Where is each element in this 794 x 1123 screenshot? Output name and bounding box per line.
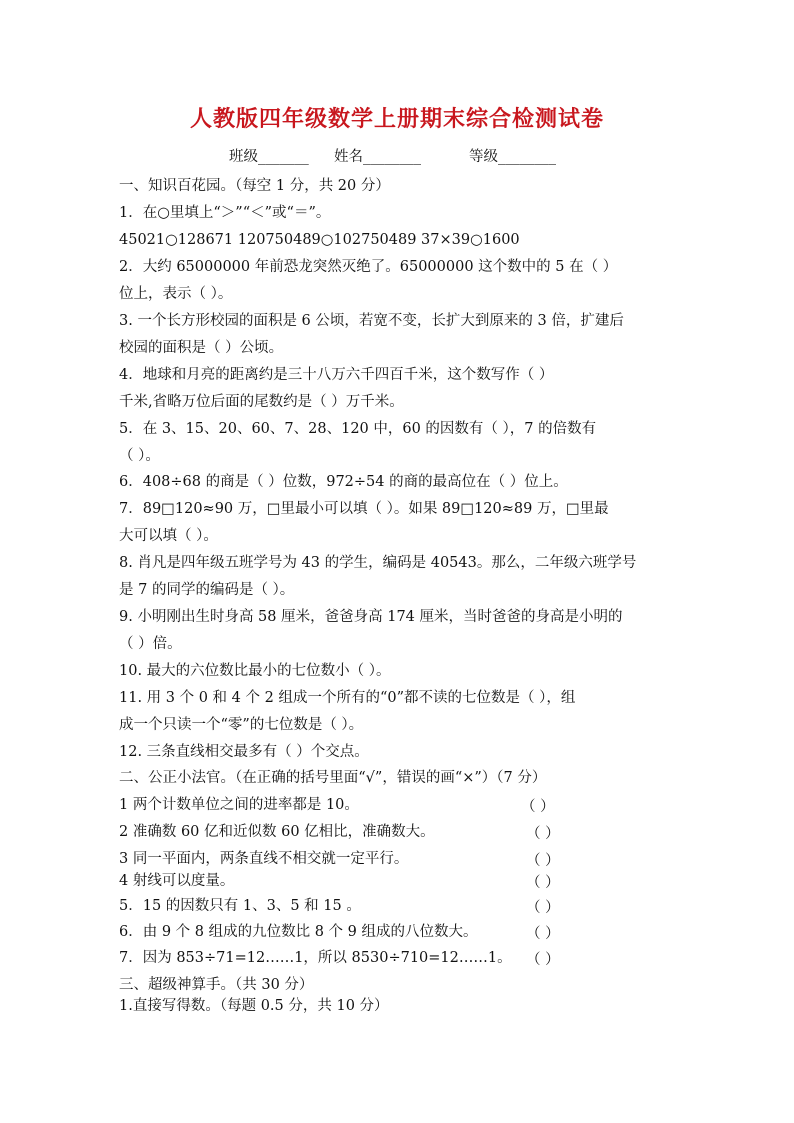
answer-bracket: （ ）	[526, 952, 560, 968]
section1-heading: 一、知识百花园。（每空 1 分，共 20 分）	[119, 178, 390, 194]
answer-bracket: （ ）	[526, 926, 560, 942]
question-line: 4．地球和月亮的距离约是三十八万六千四百千米，这个数写作（ ）	[119, 367, 554, 383]
section3-subheading: 1.直接写得数。（每题 0.5 分，共 10 分）	[119, 998, 389, 1014]
question-line: 45021○128671 120750489○102750489 37×39○1600	[119, 232, 520, 248]
judgement-item: 3 同一平面内，两条直线不相交就一定平行。	[119, 851, 409, 867]
question-line: 10. 最大的六位数比最小的七位数小（ ）。	[119, 663, 391, 679]
answer-bracket: （ ）	[526, 875, 560, 891]
question-line: 千米,省略万位后面的尾数约是（ ）万千米。	[119, 394, 404, 410]
question-line: 位上，表示（ ）。	[119, 286, 233, 302]
judgement-item: 7．因为 853÷71=12……1，所以 8530÷710=12……1。	[119, 950, 512, 966]
judgement-item: 4 射线可以度量。	[119, 873, 235, 889]
question-line: 12. 三条直线相交最多有（ ）个交点。	[119, 744, 369, 760]
question-line: 2．大约 65000000 年前恐龙突然灭绝了。65000000 这个数中的 5 在（ ）	[119, 259, 618, 275]
question-line: 5．在 3、15、20、60、7、28、120 中，60 的因数有（ ），7 的倍数有	[119, 421, 597, 437]
question-line: 11. 用 3 个 0 和 4 个 2 组成一个所有的“0”都不读的七位数是（ ），组	[119, 690, 576, 706]
answer-bracket: （ ）	[526, 900, 560, 916]
question-line: 成一个只读一个“零”的七位数是（ ）。	[119, 717, 364, 733]
question-line: 校园的面积是（ ）公顷。	[119, 340, 284, 356]
judgement-item: 5．15 的因数只有 1、3、5 和 15 。	[119, 898, 361, 914]
question-line: 大可以填（ ）。	[119, 528, 218, 544]
answer-bracket: （ ）	[526, 853, 560, 869]
answer-bracket: （ ）	[521, 799, 555, 815]
answer-bracket: （ ）	[526, 826, 560, 842]
question-line: 3. 一个长方形校园的面积是 6 公顷，若宽不变，长扩大到原来的 3 倍，扩建后	[119, 313, 624, 329]
name-field: 姓名________	[334, 149, 421, 165]
question-line: （ ）倍。	[119, 636, 182, 652]
judgement-item: 1 两个计数单位之间的进率都是 10。	[119, 797, 359, 813]
question-line: 1．在○里填上“＞”“＜”或“＝”。	[119, 205, 331, 221]
judgement-item: 2 准确数 60 亿和近似数 60 亿相比，准确数大。	[119, 824, 435, 840]
section2-heading: 二、公正小法官。（在正确的括号里面“√”，错误的画“×”）（7 分）	[119, 770, 547, 786]
grade-field: 等级________	[469, 149, 556, 165]
page-title: 人教版四年级数学上册期末综合检测试卷	[189, 107, 604, 132]
question-line: （ ）。	[119, 448, 160, 464]
question-line: 6．408÷68 的商是（ ）位数，972÷54 的商的最高位在（ ）位上。	[119, 474, 568, 490]
question-line: 是 7 的同学的编码是（ ）。	[119, 582, 295, 598]
class-field: 班级_______	[229, 149, 309, 165]
section3-heading: 三、超级神算手。（共 30 分）	[119, 977, 314, 993]
judgement-item: 6．由 9 个 8 组成的九位数比 8 个 9 组成的八位数大。	[119, 924, 478, 940]
question-line: 7．89□120≈90 万，□里最小可以填（ ）。如果 89□120≈89 万，□里最	[119, 501, 609, 517]
question-line: 9. 小明刚出生时身高 58 厘米，爸爸身高 174 厘米，当时爸爸的身高是小明的	[119, 609, 623, 625]
question-line: 8. 肖凡是四年级五班学号为 43 的学生，编码是 40543。那么，二年级六班学号	[119, 555, 637, 571]
